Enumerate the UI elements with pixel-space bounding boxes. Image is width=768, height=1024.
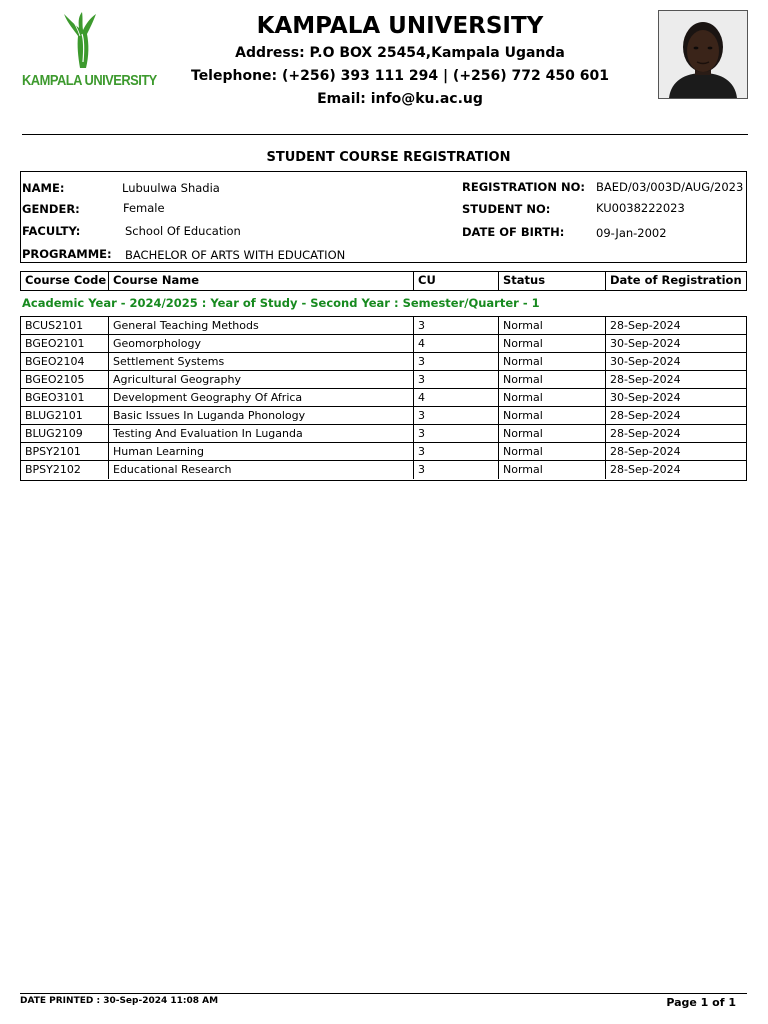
course-code-cell: BLUG2109 xyxy=(25,427,83,440)
table-row xyxy=(21,353,746,371)
registration-date-cell: 28-Sep-2024 xyxy=(605,425,746,443)
registration-date-cell: 30-Sep-2024 xyxy=(605,335,746,353)
registration-date-cell: 28-Sep-2024 xyxy=(605,443,746,461)
person-portrait-icon xyxy=(659,11,747,98)
registration-date-cell: 30-Sep-2024 xyxy=(605,389,746,407)
course-name-cell: Educational Research xyxy=(108,461,413,479)
date-printed: DATE PRINTED : 30-Sep-2024 11:08 AM xyxy=(20,996,219,1006)
registration-no-label: REGISTRATION NO: xyxy=(462,180,585,194)
course-code-cell: BPSY2101 xyxy=(25,445,81,458)
status-cell: Normal xyxy=(498,353,605,371)
table-row xyxy=(21,425,746,443)
course-name-cell: Settlement Systems xyxy=(108,353,413,371)
registration-date-cell: 30-Sep-2024 xyxy=(605,353,746,371)
table-row xyxy=(21,371,746,389)
university-name: KAMPALA UNIVERSITY xyxy=(256,13,544,39)
page-number: Page 1 of 1 xyxy=(666,996,736,1009)
table-row xyxy=(21,407,746,425)
dob-label: DATE OF BIRTH: xyxy=(462,225,565,239)
cu-cell: 3 xyxy=(413,425,498,443)
registration-date-cell: 28-Sep-2024 xyxy=(605,407,746,425)
status-cell: Normal xyxy=(498,407,605,425)
course-code-cell: BGEO2101 xyxy=(25,337,85,350)
registration-no: BAED/03/003D/AUG/2023 xyxy=(596,180,744,194)
registration-date-cell: 28-Sep-2024 xyxy=(605,371,746,389)
name-label: NAME: xyxy=(22,181,65,195)
course-code-cell: BGEO2105 xyxy=(25,373,85,386)
student-no: KU0038222023 xyxy=(596,201,685,215)
student-name: Lubuulwa Shadia xyxy=(122,181,220,195)
footer-divider xyxy=(20,993,747,994)
university-email: Email: info@ku.ac.ug xyxy=(317,91,483,107)
course-name-cell: General Teaching Methods xyxy=(108,317,413,335)
column-header-cu: CU xyxy=(413,272,498,290)
status-cell: Normal xyxy=(498,425,605,443)
course-code-cell: BGEO2104 xyxy=(25,355,85,368)
table-row xyxy=(21,389,746,407)
cu-cell: 4 xyxy=(413,389,498,407)
course-code-cell: BCUS2101 xyxy=(25,319,84,332)
table-row xyxy=(21,461,746,479)
student-programme: BACHELOR OF ARTS WITH EDUCATION xyxy=(125,248,346,262)
course-code-cell: BPSY2102 xyxy=(25,463,81,476)
cu-cell: 3 xyxy=(413,353,498,371)
cu-cell: 3 xyxy=(413,371,498,389)
cu-cell: 3 xyxy=(413,407,498,425)
status-cell: Normal xyxy=(498,389,605,407)
programme-label: PROGRAMME: xyxy=(22,247,112,261)
header-divider xyxy=(22,134,748,135)
document-title: STUDENT COURSE REGISTRATION xyxy=(266,150,511,165)
course-name-cell: Human Learning xyxy=(108,443,413,461)
registration-date-cell: 28-Sep-2024 xyxy=(605,317,746,335)
date-of-birth: 09-Jan-2002 xyxy=(596,226,667,240)
cu-cell: 3 xyxy=(413,443,498,461)
term-heading: Academic Year - 2024/2025 : Year of Study - Second Year : Semester/Quarter - 1 xyxy=(22,296,540,310)
course-name-cell: Geomorphology xyxy=(108,335,413,353)
cu-cell: 3 xyxy=(413,461,498,479)
course-code-cell: BLUG2101 xyxy=(25,409,83,422)
column-header-course-code: Course Code xyxy=(25,273,107,287)
status-cell: Normal xyxy=(498,335,605,353)
status-cell: Normal xyxy=(498,371,605,389)
university-header xyxy=(160,10,640,111)
column-header-status: Status xyxy=(498,272,605,290)
university-address: Address: P.O BOX 25454,Kampala Uganda xyxy=(235,45,565,61)
student-gender: Female xyxy=(123,201,165,215)
status-cell: Normal xyxy=(498,461,605,479)
cu-cell: 4 xyxy=(413,335,498,353)
course-name-cell: Development Geography Of Africa xyxy=(108,389,413,407)
column-header-course-name: Course Name xyxy=(108,272,413,290)
student-no-label: STUDENT NO: xyxy=(462,202,551,216)
university-telephone: Telephone: (+256) 393 111 294 | (+256) 772 450 601 xyxy=(191,68,609,84)
eagle-logo-icon xyxy=(60,10,104,70)
table-row xyxy=(21,335,746,353)
status-cell: Normal xyxy=(498,317,605,335)
registration-date-cell: 28-Sep-2024 xyxy=(605,461,746,479)
student-faculty: School Of Education xyxy=(125,224,241,238)
course-name-cell: Basic Issues In Luganda Phonology xyxy=(108,407,413,425)
course-name-cell: Agricultural Geography xyxy=(108,371,413,389)
status-cell: Normal xyxy=(498,443,605,461)
course-table-header xyxy=(20,271,747,291)
course-code-cell: BGEO3101 xyxy=(25,391,85,404)
column-header-date-of-registration: Date of Registration xyxy=(605,272,746,290)
cu-cell: 3 xyxy=(413,317,498,335)
gender-label: GENDER: xyxy=(22,202,80,216)
logo-text: KAMPALA UNIVERSITY xyxy=(22,72,157,89)
university-logo xyxy=(22,10,157,94)
faculty-label: FACULTY: xyxy=(22,224,81,238)
table-row xyxy=(21,443,746,461)
course-table xyxy=(20,316,747,481)
table-row xyxy=(21,317,746,335)
student-info-box xyxy=(20,171,747,263)
student-photo xyxy=(658,10,748,99)
course-name-cell: Testing And Evaluation In Luganda xyxy=(108,425,413,443)
